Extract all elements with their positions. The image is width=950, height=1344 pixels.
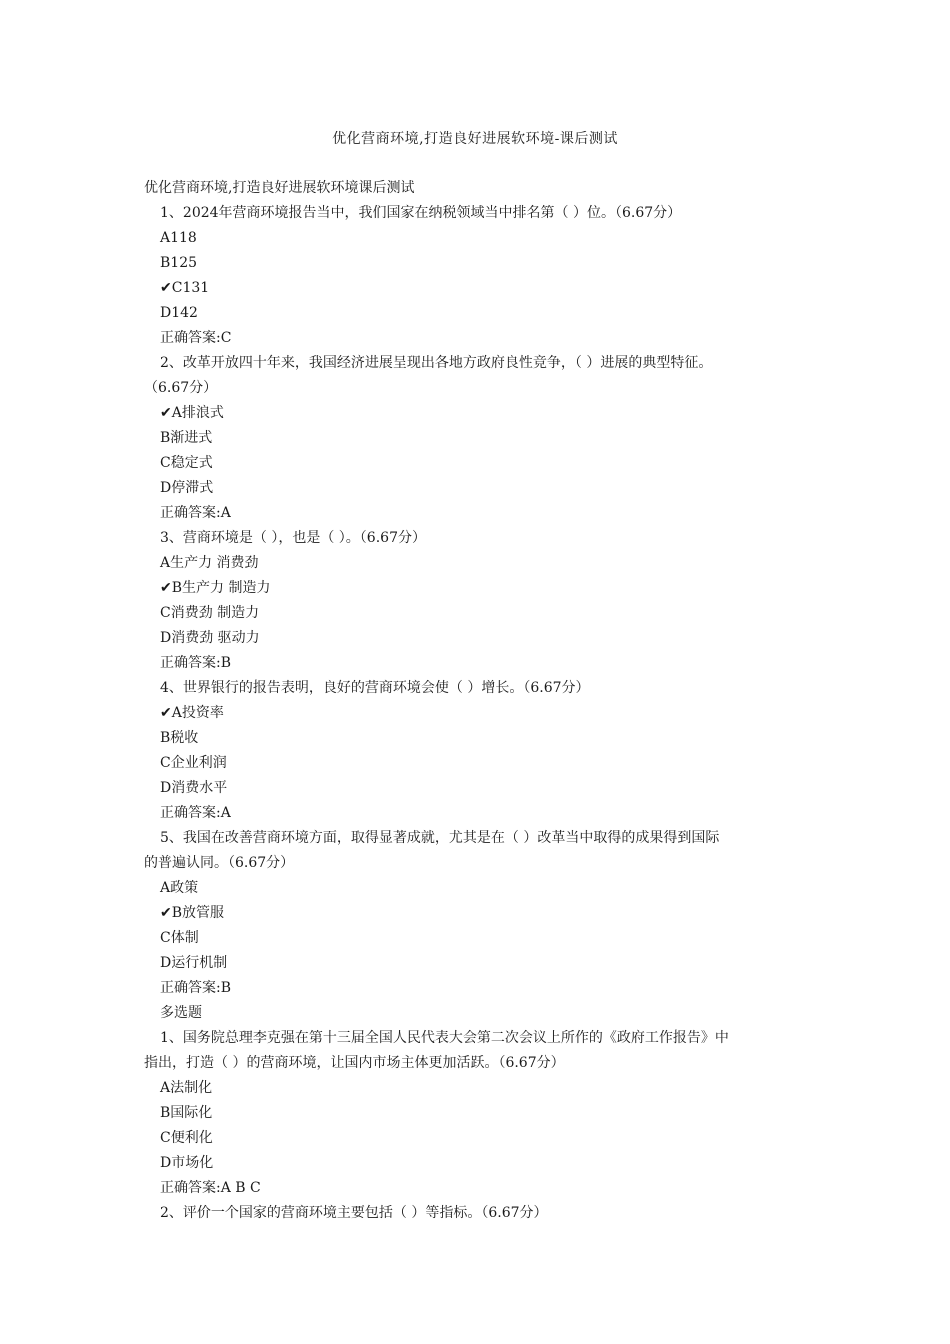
option-a: ✔A投资率 [160, 705, 224, 721]
question-stem: 1、2024年营商环境报告当中，我们国家在纳税领域当中排名第（ ）位。（6.67分） [160, 205, 682, 221]
option-a: A法制化 [160, 1080, 213, 1096]
correct-answer: 正确答案:A B C [160, 1180, 261, 1196]
question-stem: 2、改革开放四十年来，我国经济进展呈现出各地方政府良性竞争，（ ）进展的典型特征。 [160, 355, 713, 371]
option-c: ✔C131 [160, 280, 210, 296]
option-d: D消费水平 [160, 780, 228, 796]
question-stem: 3、营商环境是（ ），也是（ ）。（6.67分） [160, 530, 426, 546]
option-a: A政策 [160, 880, 199, 896]
document-subtitle: 优化营商环境,打造良好进展软环境课后测试 [144, 180, 415, 196]
question-stem: 5、我国在改善营商环境方面，取得显著成就，尤其是在（ ）改革当中取得的成果得到国际 [160, 830, 720, 846]
question-block [144, 201, 814, 351]
document-body [144, 176, 814, 1226]
correct-answer: 正确答案:B [160, 980, 232, 996]
option-c: C稳定式 [160, 455, 213, 471]
option-d: D消费劲 驱动力 [160, 630, 260, 646]
option-b: B税收 [160, 730, 199, 746]
question-block [144, 1026, 814, 1201]
option-c: C消费劲 制造力 [160, 605, 260, 621]
correct-answer: 正确答案:C [160, 330, 232, 346]
question-stem: 2、评价一个国家的营商环境主要包括（ ）等指标。（6.67分） [160, 1205, 548, 1221]
section-heading-multi-choice: 多选题 [160, 1005, 202, 1021]
document-title: 优化营商环境,打造良好进展软环境-课后测试 [332, 131, 618, 147]
question-stem: 4、世界银行的报告表明，良好的营商环境会使（ ）增长。（6.67分） [160, 680, 590, 696]
question-stem-continuation: 的普遍认同。（6.67分） [144, 855, 295, 871]
option-d: D市场化 [160, 1155, 214, 1171]
option-d: D运行机制 [160, 955, 228, 971]
question-block [144, 1201, 814, 1226]
option-c: C企业利润 [160, 755, 227, 771]
question-block [144, 351, 814, 526]
correct-answer: 正确答案:B [160, 655, 232, 671]
correct-answer: 正确答案:A [160, 505, 231, 521]
option-b: B125 [160, 255, 198, 271]
option-b: B渐进式 [160, 430, 213, 446]
correct-answer: 正确答案:A [160, 805, 231, 821]
question-stem-continuation: （6.67分） [144, 380, 218, 396]
question-block [144, 526, 814, 676]
question-block [144, 826, 814, 1001]
question-stem-continuation: 指出，打造（ ）的营商环境，让国内市场主体更加活跃。（6.67分） [144, 1055, 565, 1071]
option-a: A生产力 消费劲 [160, 555, 259, 571]
option-b: ✔B放管服 [160, 905, 225, 921]
option-c: C体制 [160, 930, 199, 946]
option-a: ✔A排浪式 [160, 405, 224, 421]
option-d: D停滞式 [160, 480, 214, 496]
option-c: C便利化 [160, 1130, 213, 1146]
option-b: ✔B生产力 制造力 [160, 580, 271, 596]
question-stem: 1、国务院总理李克强在第十三届全国人民代表大会第二次会议上所作的《政府工作报告》中 [160, 1030, 729, 1046]
question-block [144, 676, 814, 826]
option-a: A118 [160, 230, 197, 246]
option-b: B国际化 [160, 1105, 213, 1121]
option-d: D142 [160, 305, 198, 321]
